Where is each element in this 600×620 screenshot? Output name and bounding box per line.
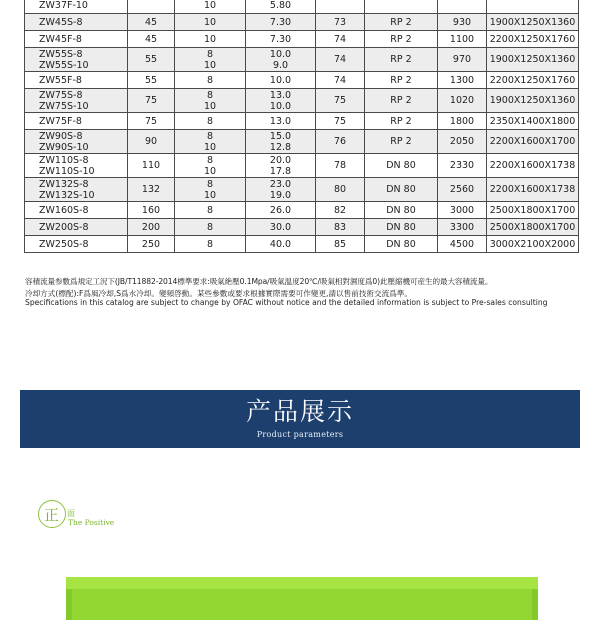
table-cell-noise: 83 — [316, 219, 365, 236]
spec-note-en: Specifications in this catalog are subject to change by OFAC without notice and the detailed information is subject to Pre-sales consulting — [25, 298, 548, 307]
table-cell-weight: 3300 — [438, 219, 487, 236]
table-cell-noise: 75 — [316, 89, 365, 113]
product-image-top — [66, 577, 538, 589]
table-cell-weight: 970 — [438, 48, 487, 72]
table-cell-weight: 4500 — [438, 236, 487, 253]
table-cell-line: 8 — [206, 48, 214, 60]
table-cell-pressure — [175, 154, 246, 178]
product-image-body — [66, 589, 538, 620]
table-cell-pipe: RP 2 — [365, 31, 438, 48]
table-cell-pipe: DN 80 — [365, 236, 438, 253]
table-cell-line: ZW55S-10 — [39, 59, 89, 71]
table-row — [25, 72, 579, 89]
table-cell-noise: 85 — [316, 236, 365, 253]
table-cell-size: 2200X1250X1760 — [487, 31, 579, 48]
table-cell-noise: 74 — [316, 48, 365, 72]
table-cell-pressure — [175, 219, 246, 236]
table-cell-flow — [246, 0, 316, 14]
logo-small-char: 面 — [67, 509, 75, 518]
table-cell-pipe: RP 2 — [365, 89, 438, 113]
table-cell-line: 10 — [203, 0, 217, 11]
table-cell-pipe: DN 80 — [365, 178, 438, 202]
table-cell-pressure — [175, 113, 246, 130]
table-cell-flow — [246, 89, 316, 113]
table-cell-line: 15.0 — [269, 130, 292, 142]
table-cell-line: ZW132S-10 — [39, 189, 95, 201]
table-cell-power: 110 — [128, 154, 175, 178]
table-cell-weight: 1100 — [438, 31, 487, 48]
logo-english-text: The Positive — [68, 518, 115, 527]
table-cell-model — [25, 14, 128, 31]
table-cell-model — [25, 219, 128, 236]
table-cell-line: ZW55S-8 — [39, 48, 83, 60]
table-cell-size: 2200X1250X1760 — [487, 72, 579, 89]
table-cell-line: 10 — [203, 59, 217, 71]
table-cell-power: 90 — [128, 130, 175, 154]
table-cell-pressure — [175, 0, 246, 14]
product-image-edge-left — [66, 589, 72, 620]
table-cell-line: 8 — [206, 178, 214, 190]
table-row — [25, 202, 579, 219]
banner-subtitle: Product parameters — [256, 430, 344, 439]
table-cell-pressure — [175, 202, 246, 219]
table-cell-weight: 3000 — [438, 202, 487, 219]
table-cell-line: 8 — [206, 204, 214, 216]
table-cell-line: 23.0 — [269, 178, 292, 190]
table-cell-pressure — [175, 31, 246, 48]
table-cell-model — [25, 72, 128, 89]
table-row — [25, 31, 579, 48]
spec-table — [24, 0, 579, 253]
table-cell-size — [487, 0, 579, 14]
table-cell-line: 7.30 — [269, 33, 292, 45]
table-cell-line: 10 — [203, 100, 217, 112]
table-cell-pipe: RP 2 — [365, 48, 438, 72]
table-cell-pipe: DN 80 — [365, 219, 438, 236]
table-cell-flow — [246, 202, 316, 219]
table-cell-pipe: RP 2 — [365, 130, 438, 154]
table-cell-power: 55 — [128, 48, 175, 72]
table-cell-line: ZW75S-10 — [39, 100, 89, 112]
table-cell-size: 2200X1600X1738 — [487, 154, 579, 178]
table-cell-line: ZW90S-8 — [39, 130, 83, 142]
table-cell-noise: 80 — [316, 178, 365, 202]
table-cell-model — [25, 154, 128, 178]
table-cell-size: 1900X1250X1360 — [487, 89, 579, 113]
table-cell-line: 20.0 — [269, 154, 292, 166]
table-cell-pipe: RP 2 — [365, 72, 438, 89]
table-cell-flow — [246, 31, 316, 48]
section-banner — [20, 390, 580, 448]
table-cell-line: ZW75S-8 — [39, 89, 83, 101]
spec-table-body — [25, 0, 579, 253]
table-cell-model — [25, 236, 128, 253]
table-cell-weight: 2330 — [438, 154, 487, 178]
table-cell-power: 250 — [128, 236, 175, 253]
table-cell-flow — [246, 113, 316, 130]
table-cell-flow — [246, 236, 316, 253]
table-row — [25, 178, 579, 202]
table-cell-power: 75 — [128, 89, 175, 113]
table-cell-model — [25, 31, 128, 48]
table-cell-weight: 930 — [438, 14, 487, 31]
table-cell-line: ZW45F-8 — [39, 33, 82, 45]
table-cell-noise: 82 — [316, 202, 365, 219]
table-row — [25, 154, 579, 178]
brand-logo — [38, 500, 128, 540]
table-cell-noise: 74 — [316, 72, 365, 89]
table-cell-pipe: RP 2 — [365, 14, 438, 31]
table-cell-line: ZW200S-8 — [39, 221, 89, 233]
table-row — [25, 219, 579, 236]
table-cell-noise — [316, 0, 365, 14]
table-cell-model — [25, 130, 128, 154]
table-cell-weight: 2050 — [438, 130, 487, 154]
table-cell-pipe: DN 80 — [365, 202, 438, 219]
table-row — [25, 113, 579, 130]
table-cell-line: 10 — [203, 33, 217, 45]
table-cell-line: 10 — [203, 165, 217, 177]
table-cell-line: ZW110S-10 — [39, 165, 95, 177]
spec-note-cn-1: 容積流量参數爲規定工況下(JB/T11882-2014標準要求:吸氣絶壓0.1Mpa/吸氣温度20℃/吸氣相對濕度爲0)此壓縮機可産生的最大容積流量。 — [25, 277, 493, 286]
table-cell-flow — [246, 14, 316, 31]
table-cell-flow — [246, 48, 316, 72]
table-cell-line: 5.80 — [269, 0, 292, 11]
table-cell-pressure — [175, 236, 246, 253]
table-cell-pressure — [175, 14, 246, 31]
table-cell-pressure — [175, 48, 246, 72]
table-cell-weight: 2560 — [438, 178, 487, 202]
table-cell-model — [25, 202, 128, 219]
table-cell-line: 13.0 — [269, 89, 292, 101]
table-cell-line: ZW37F-10 — [39, 0, 88, 11]
table-cell-line: 10.0 — [269, 48, 292, 60]
table-cell-power: 132 — [128, 178, 175, 202]
table-cell-flow — [246, 219, 316, 236]
table-cell-power: 75 — [128, 113, 175, 130]
table-cell-size: 2500X1800X1700 — [487, 202, 579, 219]
table-cell-pipe — [365, 0, 438, 14]
table-cell-weight: 1300 — [438, 72, 487, 89]
table-cell-line: ZW250S-8 — [39, 238, 89, 250]
banner-title: 产品展示 — [245, 397, 354, 426]
table-cell-line: 10 — [203, 16, 217, 28]
table-cell-power: 55 — [128, 72, 175, 89]
table-cell-pressure — [175, 72, 246, 89]
table-cell-noise: 78 — [316, 154, 365, 178]
table-cell-power: 160 — [128, 202, 175, 219]
table-cell-line: 7.30 — [269, 16, 292, 28]
table-cell-line: 17.8 — [269, 165, 292, 177]
table-cell-noise: 74 — [316, 31, 365, 48]
table-row — [25, 89, 579, 113]
table-row — [25, 236, 579, 253]
table-cell-weight: 1020 — [438, 89, 487, 113]
table-cell-line: ZW55F-8 — [39, 74, 82, 86]
table-cell-line: ZW45S-8 — [39, 16, 83, 28]
product-image-edge-right — [532, 589, 538, 620]
table-cell-line: 30.0 — [269, 221, 292, 233]
table-cell-line: ZW110S-8 — [39, 154, 89, 166]
table-cell-line: 8 — [206, 221, 214, 233]
table-cell-noise: 75 — [316, 113, 365, 130]
table-cell-noise: 73 — [316, 14, 365, 31]
table-cell-power: 200 — [128, 219, 175, 236]
table-cell-line: ZW160S-8 — [39, 204, 89, 216]
table-cell-line: 8 — [206, 130, 214, 142]
table-cell-power: 45 — [128, 14, 175, 31]
table-row — [25, 48, 579, 72]
table-cell-line: ZW75F-8 — [39, 115, 82, 127]
table-cell-size: 2500X1800X1700 — [487, 219, 579, 236]
table-cell-power — [128, 0, 175, 14]
table-cell-line: ZW132S-8 — [39, 178, 89, 190]
table-cell-line: 12.8 — [269, 141, 292, 153]
table-cell-flow — [246, 130, 316, 154]
table-cell-weight: 1800 — [438, 113, 487, 130]
table-cell-flow — [246, 72, 316, 89]
table-cell-pressure — [175, 89, 246, 113]
table-cell-model — [25, 48, 128, 72]
table-cell-pipe: DN 80 — [365, 154, 438, 178]
table-cell-line: 13.0 — [269, 115, 292, 127]
table-cell-line: 10 — [203, 189, 217, 201]
table-cell-line: 8 — [206, 115, 214, 127]
table-cell-model — [25, 89, 128, 113]
table-cell-line: 8 — [206, 89, 214, 101]
table-cell-weight — [438, 0, 487, 14]
table-cell-size: 1900X1250X1360 — [487, 14, 579, 31]
table-cell-line: 10 — [203, 141, 217, 153]
table-cell-pressure — [175, 178, 246, 202]
table-cell-size: 1900X1250X1360 — [487, 48, 579, 72]
table-row — [25, 130, 579, 154]
table-cell-noise: 76 — [316, 130, 365, 154]
table-row — [25, 0, 579, 14]
table-cell-line: 9.0 — [272, 59, 289, 71]
table-cell-line: ZW90S-10 — [39, 141, 89, 153]
table-cell-line: 40.0 — [269, 238, 292, 250]
table-cell-size: 2200X1600X1700 — [487, 130, 579, 154]
table-cell-line: 8 — [206, 238, 214, 250]
table-cell-size: 3000X2100X2000 — [487, 236, 579, 253]
table-cell-flow — [246, 154, 316, 178]
table-cell-model — [25, 113, 128, 130]
table-cell-line: 26.0 — [269, 204, 292, 216]
table-cell-size: 2350X1400X1800 — [487, 113, 579, 130]
table-cell-model — [25, 0, 128, 14]
table-cell-model — [25, 178, 128, 202]
table-cell-pipe: RP 2 — [365, 113, 438, 130]
spec-note-cn-2: 冷却方式(標配):F爲風冷却,S爲水冷却。變頻啓動。某些參數或要求根據實際需要可作變更,請以售前技術交流爲準。 — [25, 289, 412, 298]
table-cell-pressure — [175, 130, 246, 154]
table-cell-flow — [246, 178, 316, 202]
table-cell-line: 10.0 — [269, 100, 292, 112]
table-cell-line: 10.0 — [269, 74, 292, 86]
table-row — [25, 14, 579, 31]
table-cell-line: 19.0 — [269, 189, 292, 201]
table-cell-power: 45 — [128, 31, 175, 48]
table-cell-line: 8 — [206, 154, 214, 166]
table-cell-line: 8 — [206, 74, 214, 86]
logo-main-char: 正 — [44, 506, 60, 524]
table-cell-size: 2200X1600X1738 — [487, 178, 579, 202]
